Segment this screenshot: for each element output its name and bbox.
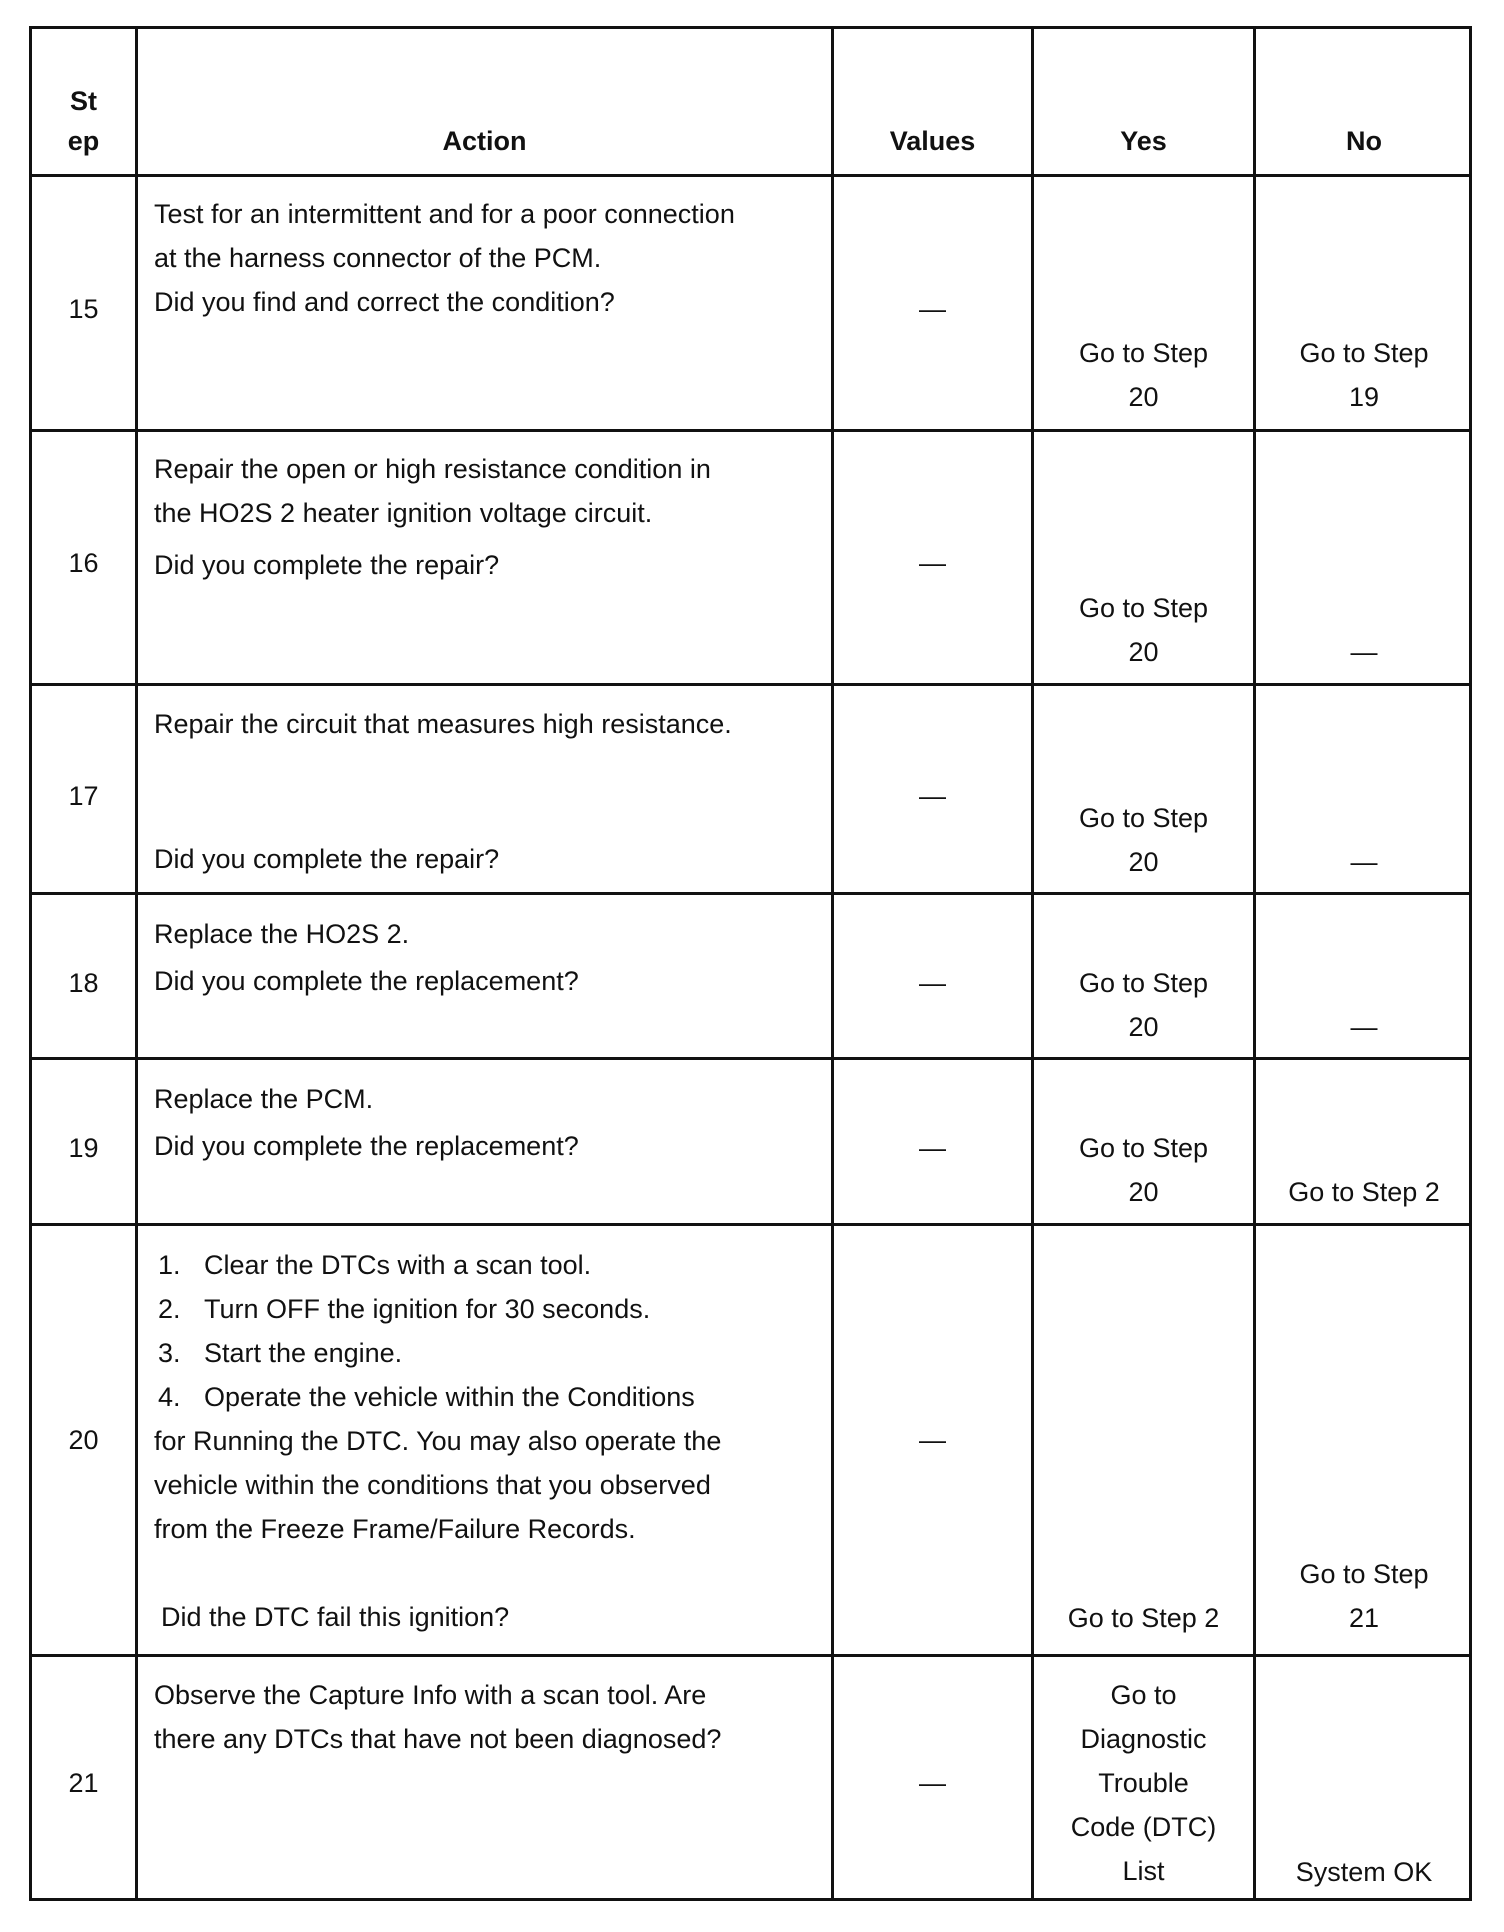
action-line: Did you complete the replacement? (154, 966, 579, 996)
step-number: 15 (68, 294, 99, 324)
yes-link[interactable] (1034, 586, 1253, 674)
header-step-line2: ep (67, 126, 100, 156)
header-action: Action (442, 126, 527, 156)
header-values: Values (889, 126, 976, 156)
yes-line: Trouble (1098, 1768, 1189, 1798)
header-step (32, 81, 135, 161)
step-number: 17 (68, 781, 99, 811)
no-line: 21 (1348, 1603, 1380, 1633)
yes-line: Go to Step (1078, 338, 1209, 368)
yes-link[interactable] (1034, 796, 1253, 884)
yes-line: Go to (1110, 1680, 1177, 1710)
step-number: 18 (68, 968, 99, 998)
values-cell: — (919, 294, 946, 324)
diagnostic-table (29, 26, 1472, 1901)
yes-line: Go to Step (1078, 803, 1209, 833)
yes-link[interactable] (1034, 1673, 1253, 1893)
action-line: Test for an intermittent and for a poor connection (154, 199, 735, 229)
action-line: Did you complete the replacement? (154, 1131, 579, 1161)
action-text (154, 702, 824, 881)
action-line: Repair the open or high resistance condition in (154, 454, 711, 484)
action-line: Repair the circuit that measures high resistance. (154, 709, 732, 739)
action-line: Replace the HO2S 2. (154, 919, 410, 949)
yes-link[interactable]: Go to Step 2 (1067, 1603, 1220, 1633)
yes-line: Go to Step (1078, 593, 1209, 623)
action-line: Observe the Capture Info with a scan tool. Are (154, 1680, 707, 1710)
row-divider-19 (32, 1223, 1469, 1226)
values-cell: — (919, 1133, 946, 1163)
action-text (154, 192, 824, 324)
action-line: at the harness connector of the PCM. (154, 243, 602, 273)
no-cell: — (1350, 847, 1378, 877)
yes-link[interactable] (1034, 1126, 1253, 1214)
no-cell: System OK (1295, 1857, 1433, 1887)
col-divider-step (135, 29, 138, 1898)
no-line: Go to Step (1299, 1559, 1429, 1589)
row-divider-18 (32, 1057, 1469, 1060)
action-text (154, 1077, 824, 1168)
step-number: 20 (68, 1425, 99, 1455)
yes-line: 20 (1128, 382, 1159, 412)
yes-link[interactable] (1034, 331, 1253, 419)
action-line: Did you complete the repair? (154, 844, 500, 874)
yes-line: List (1122, 1856, 1165, 1886)
header-no: No (1346, 126, 1382, 156)
yes-line: Diagnostic (1080, 1724, 1207, 1754)
values-cell: — (919, 1768, 946, 1798)
action-line: the HO2S 2 heater ignition voltage circuit. (154, 498, 653, 528)
no-link[interactable] (1256, 331, 1472, 419)
action-step: 3. Start the engine. (158, 1338, 403, 1368)
no-link[interactable]: Go to Step 2 (1288, 1177, 1440, 1207)
action-line: Did you complete the repair? (154, 550, 500, 580)
action-question: Did the DTC fail this ignition? (161, 1602, 510, 1632)
no-cell: — (1350, 1012, 1378, 1042)
action-line: there any DTCs that have not been diagnosed? (154, 1724, 722, 1754)
row-divider-16 (32, 683, 1469, 686)
yes-link[interactable] (1034, 961, 1253, 1049)
yes-line: 20 (1128, 1177, 1159, 1207)
action-text (154, 1243, 824, 1639)
values-cell: — (919, 781, 946, 811)
no-link[interactable] (1256, 1552, 1472, 1640)
row-divider-header (32, 174, 1469, 177)
header-yes: Yes (1120, 126, 1167, 156)
step-number: 21 (68, 1768, 99, 1798)
action-line: for Running the DTC. You may also operate the (154, 1426, 722, 1456)
row-divider-17 (32, 892, 1469, 895)
header-step-line1: St (70, 86, 97, 116)
action-step: 4. Operate the vehicle within the Conditions (158, 1382, 695, 1412)
action-line: from the Freeze Frame/Failure Records. (154, 1514, 636, 1544)
no-cell: — (1350, 637, 1378, 667)
action-step: 1. Clear the DTCs with a scan tool. (158, 1250, 592, 1280)
values-cell: — (919, 1425, 946, 1455)
no-line: 19 (1348, 382, 1380, 412)
yes-line: Code (DTC) (1070, 1812, 1217, 1842)
yes-line: 20 (1128, 847, 1159, 877)
step-number: 16 (68, 548, 99, 578)
step-number: 19 (68, 1133, 99, 1163)
action-line: Replace the PCM. (154, 1084, 374, 1114)
action-text (154, 912, 824, 1003)
yes-line: 20 (1128, 637, 1159, 667)
action-steps-list (154, 1243, 824, 1419)
action-line: vehicle within the conditions that you observed (154, 1470, 711, 1500)
action-line: Did you find and correct the condition? (154, 287, 615, 317)
values-cell: — (919, 548, 946, 578)
action-text (154, 1673, 824, 1761)
values-cell: — (919, 968, 946, 998)
action-text (154, 447, 824, 587)
yes-line: 20 (1128, 1012, 1159, 1042)
row-divider-15 (32, 429, 1469, 432)
no-line: Go to Step (1299, 338, 1429, 368)
yes-line: Go to Step (1078, 1133, 1209, 1163)
yes-line: Go to Step (1078, 968, 1209, 998)
action-step: 2. Turn OFF the ignition for 30 seconds. (158, 1294, 651, 1324)
row-divider-20 (32, 1654, 1469, 1657)
